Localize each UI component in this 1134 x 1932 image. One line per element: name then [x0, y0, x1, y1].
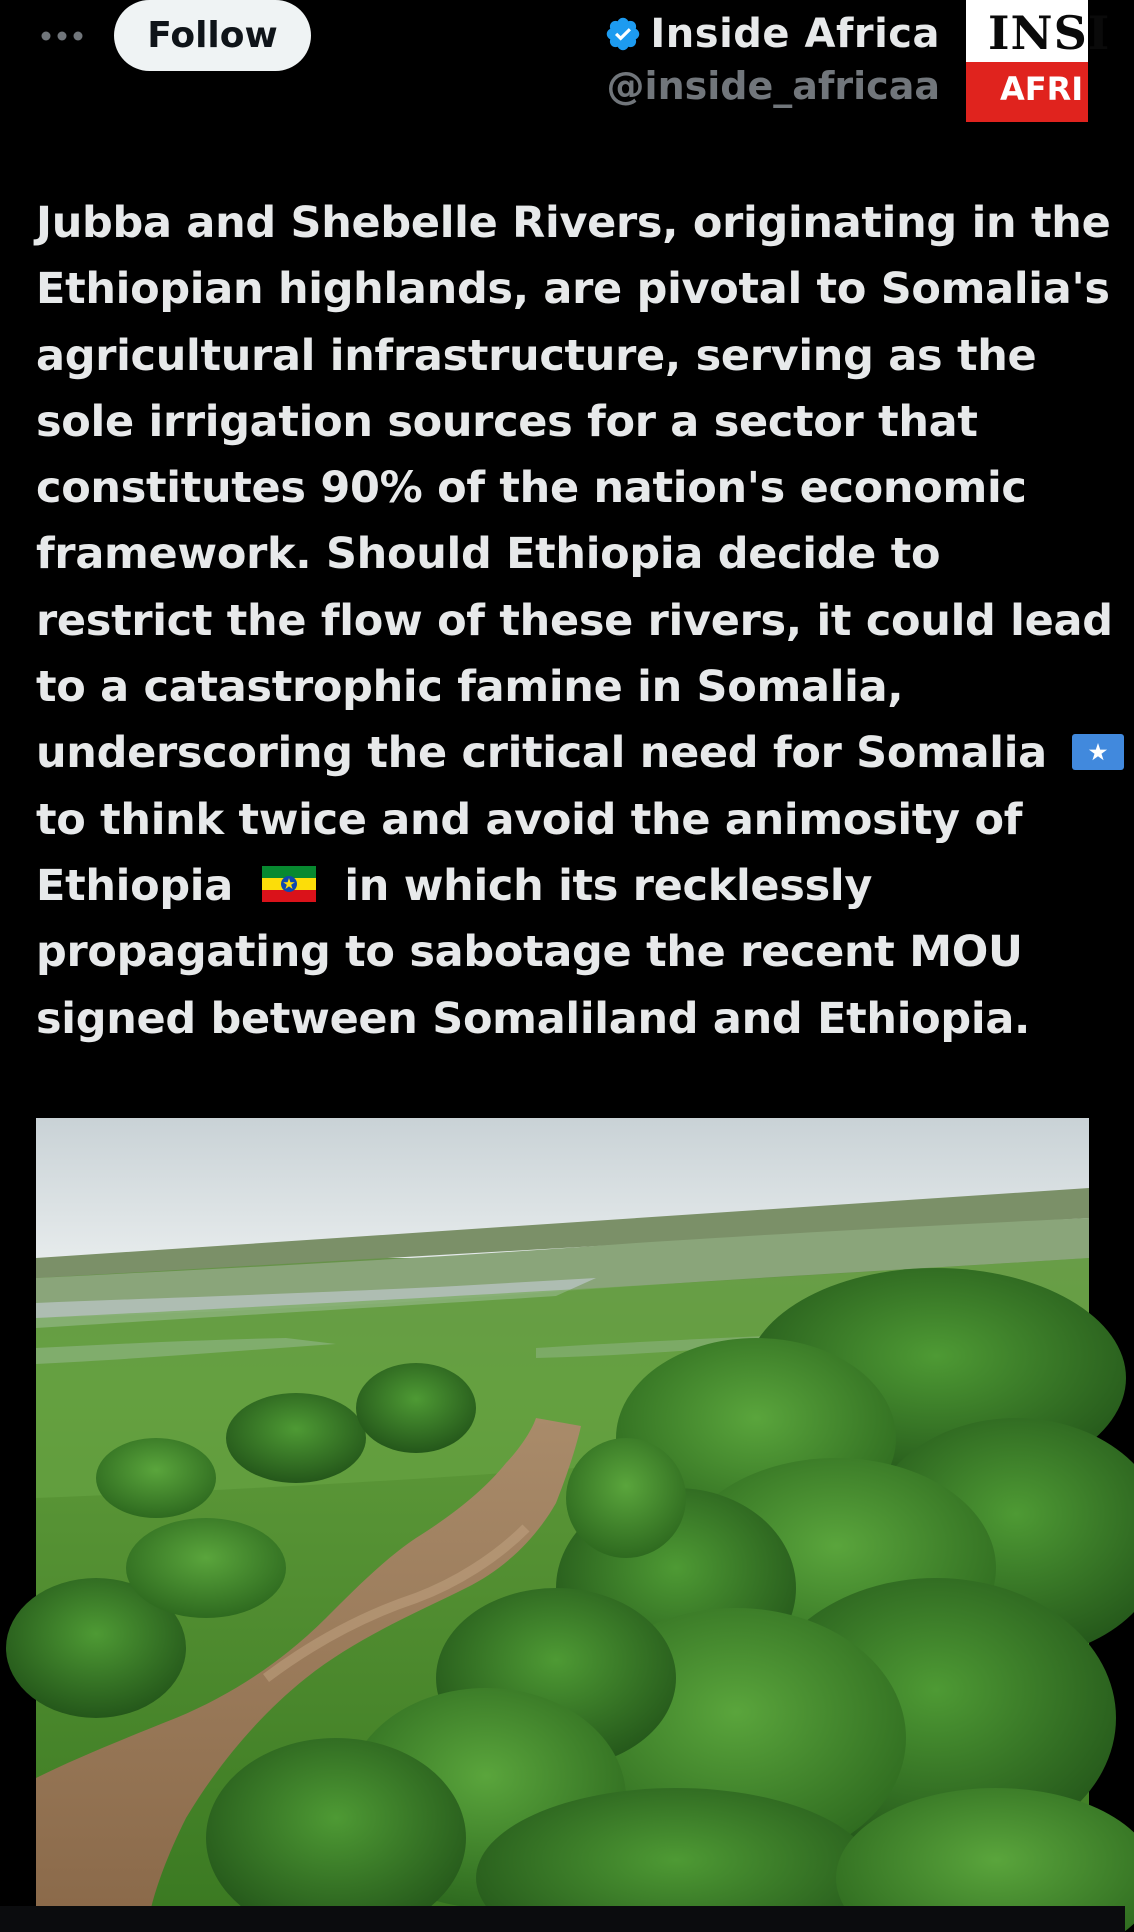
post-header	[0, 0, 1125, 140]
post-text-line: sole irrigation sources for a sector that	[36, 396, 978, 447]
post-text-line: agricultural infrastructure, serving as the	[36, 330, 1037, 381]
post-text-line: signed between Somaliland and Ethiopia.	[36, 993, 1031, 1044]
bottom-divider	[0, 1906, 1125, 1932]
post-text-line: propagating to sabotage the recent MOU	[36, 927, 1023, 978]
post-text	[36, 190, 1113, 1052]
post-text-segment: in which its recklessly	[344, 860, 873, 911]
post-text-line: restrict the flow of these rivers, it could lead	[36, 595, 1113, 646]
author-info[interactable]	[604, 6, 940, 108]
river-photo	[36, 1118, 1089, 1908]
somalia-flag-icon	[1072, 734, 1124, 770]
post-text-line: Ethiopian highlands, are pivotal to Somalia's	[36, 264, 1110, 315]
post-text-segment: underscoring the critical need for Somalia	[36, 728, 1047, 779]
more-options-button[interactable]	[38, 22, 86, 50]
avatar-logo-text-bottom: AFRI	[1000, 70, 1084, 108]
author-name[interactable]: Inside Africa	[650, 11, 940, 57]
post-media-image[interactable]	[36, 1118, 1089, 1908]
more-horizontal-icon	[40, 30, 84, 42]
post-text-line: framework. Should Ethiopia decide to	[36, 529, 941, 580]
post-text-line: to think twice and avoid the animosity of	[36, 794, 1023, 845]
author-handle[interactable]: @inside_africaa	[606, 64, 940, 108]
post-text-line-with-flag	[36, 853, 1096, 919]
ethiopia-flag-icon	[262, 866, 316, 902]
verified-badge-icon	[604, 15, 642, 53]
post-text-line: to a catastrophic famine in Somalia,	[36, 662, 904, 713]
post-text-line: constitutes 90% of the nation's economic	[36, 463, 1027, 514]
post-text-line: Jubba and Shebelle Rivers, originating in the	[36, 198, 1111, 248]
post-text-segment: Ethiopia	[36, 860, 233, 911]
follow-button[interactable]: Follow	[114, 0, 311, 71]
avatar-logo-text-top: INSI	[988, 6, 1111, 60]
post-text-line-with-flag	[36, 720, 1096, 786]
avatar[interactable]	[966, 0, 1111, 122]
